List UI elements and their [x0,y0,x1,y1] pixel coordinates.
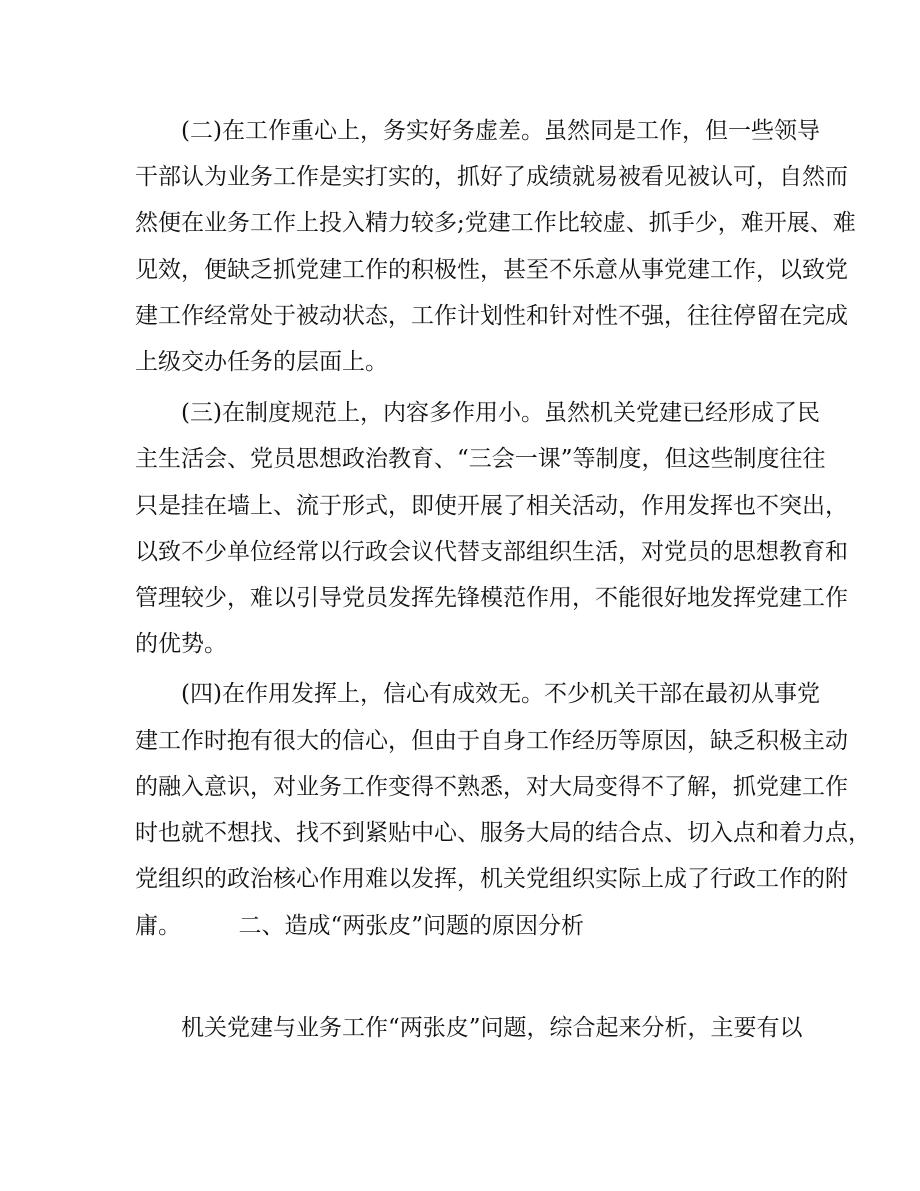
paragraph-1-line-1: (二)在工作重心上，务实好务虚差。虽然同是工作，但一些领导 [135,118,820,144]
paragraph-3-line-2: 建工作时抱有很大的信心，但由于自身工作经历等原因，缺乏积极主动 [135,728,848,754]
paragraph-2-line-5: 管理较少，难以引导党员发挥先锋模范作用，不能很好地发挥党建工作 [135,585,848,611]
paragraph-1-line-5: 建工作经常处于被动状态，工作计划性和针对性不强，往往停留在完成 [135,303,848,329]
paragraph-3-line-1: (四)在作用发挥上，信心有成效无。不少机关干部在最初从事党 [135,681,820,707]
paragraph-1-line-4: 见效，便缺乏抓党建工作的积极性，甚至不乐意从事党建工作，以致党 [135,257,848,283]
paragraph-1-line-3: 然便在业务工作上投入精力较多;党建工作比较虚、抓手少，难开展、难 [135,210,856,236]
paragraph-3-line-4: 时也就不想找、找不到紧贴中心、服务大局的结合点、切入点和着力点， [135,820,871,846]
paragraph-2-line-4: 以致不少单位经常以行政会议代替支部组织生活，对党员的思想教育和 [135,539,848,565]
paragraph-3-line-3: 的融入意识，对业务工作变得不熟悉，对大局变得不了解，抓党建工作 [135,774,848,800]
paragraph-2-line-6: 的优势。 [135,631,227,657]
paragraph-2-line-3: 只是挂在墙上、流于形式，即使开展了相关活动，作用发挥也不突出， [135,493,848,519]
paragraph-4-line-1: 机关党建与业务工作“两张皮”问题，综合起来分析，主要有以 [135,1015,803,1041]
paragraph-2-line-1: (三)在制度规范上，内容多作用小。虽然机关党建已经形成了民 [135,400,820,426]
paragraph-2-line-2: 主生活会、党员思想政治教育、“三会一课”等制度，但这些制度往往 [135,446,826,472]
paragraph-1-line-2: 干部认为业务工作是实打实的，抓好了成绩就易被看见被认可，自然而 [135,164,848,190]
paragraph-1-line-6: 上级交办任务的层面上。 [135,349,388,375]
paragraph-3-line-5: 党组织的政治核心作用难以发挥，机关党组织实际上成了行政工作的附 [135,866,848,892]
paragraph-3-line-6: 庸。 二、造成“两张皮”问题的原因分析 [135,913,585,939]
